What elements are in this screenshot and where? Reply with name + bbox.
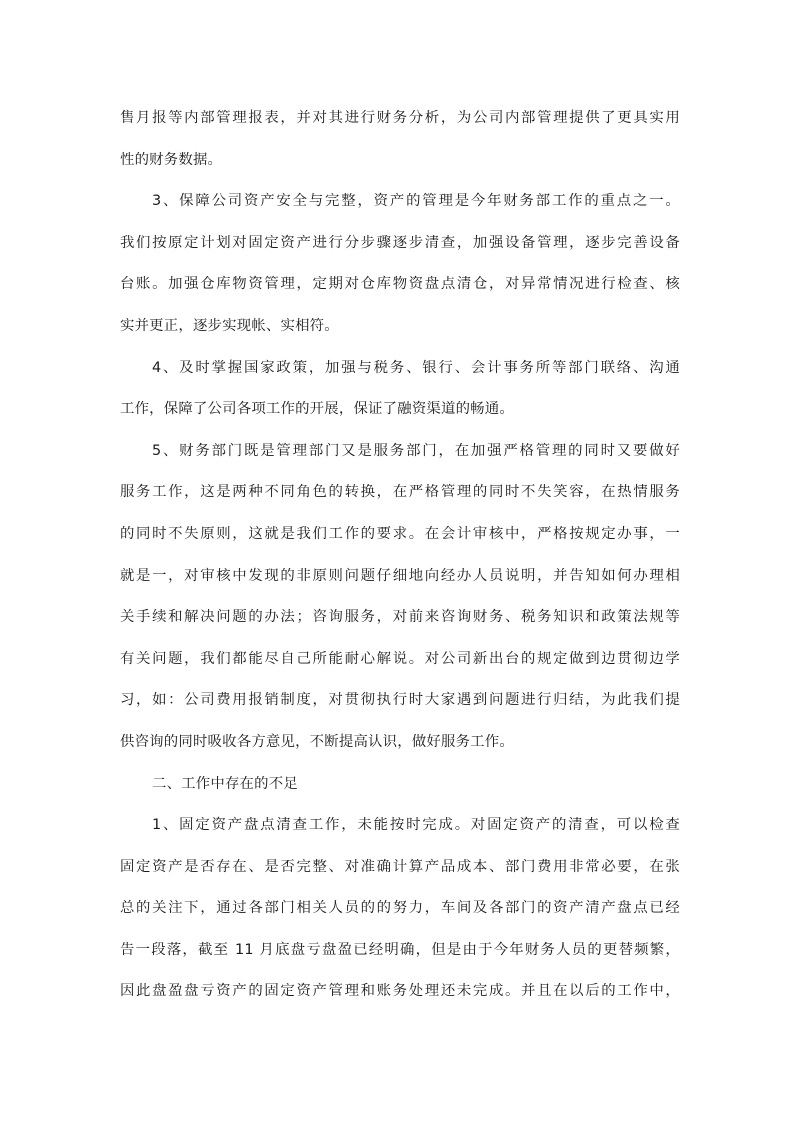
text-line: 1、固定资产盘点清查工作，未能按时完成。对固定资产的清查，可以检查 xyxy=(152,817,680,834)
text-line: 固定资产是否存在、是否完整、对准确计算产品成本、部门费用非常必要，在张 xyxy=(120,858,680,875)
document-body xyxy=(120,98,680,1013)
text-line: 5、财务部门既是管理部门又是服务部门，在加强严格管理的同时又要做好 xyxy=(152,442,680,459)
text-line: 4、及时掌握国家政策，加强与税务、银行、会计事务所等部门联络、沟通 xyxy=(152,359,680,376)
text-line: 关手续和解决问题的办法；咨询服务，对前来咨询财务、税务知识和政策法规等 xyxy=(120,609,680,626)
section-heading: 二、工作中存在的不足 xyxy=(152,775,298,792)
text-line: 3、保障公司资产安全与完整，资产的管理是今年财务部工作的重点之一。 xyxy=(152,193,680,210)
text-line: 告一段落，截至 11 月底盘亏盘盈已经明确，但是由于今年财务人员的更替频繁， xyxy=(120,941,680,958)
text-line: 习，如：公司费用报销制度，对贯彻执行时大家遇到问题进行归结，为此我们提 xyxy=(120,692,680,709)
text-line: 实并更正，逐步实现帐、实相符。 xyxy=(120,317,339,334)
text-line: 工作，保障了公司各项工作的开展，保证了融资渠道的畅通。 xyxy=(120,401,514,418)
text-line: 供咨询的同时吸收各方意见，不断提高认识，做好服务工作。 xyxy=(120,733,514,750)
text-line: 就是一，对审核中发现的非原则问题仔细地向经办人员说明，并告知如何办理相 xyxy=(120,567,680,584)
text-line: 性的财务数据。 xyxy=(120,151,223,168)
text-line: 服务工作，这是两种不同角色的转换，在严格管理的同时不失笑容，在热情服务 xyxy=(120,484,680,501)
text-line: 总的关注下，通过各部门相关人员的的努力，车间及各部门的资产清产盘点已经 xyxy=(120,900,680,917)
text-line: 售月报等内部管理报表，并对其进行财务分析，为公司内部管理提供了更具实用 xyxy=(120,110,680,126)
text-line: 因此盘盈盘亏资产的固定资产管理和账务处理还未完成。并且在以后的工作中， xyxy=(120,983,680,1000)
text-line: 台账。加强仓库物资管理，定期对仓库物资盘点清仓，对异常情况进行检查、核 xyxy=(120,276,680,293)
text-line: 有关问题，我们都能尽自己所能耐心解说。对公司新出台的规定做到边贯彻边学 xyxy=(120,650,680,667)
text-line: 的同时不失原则，这就是我们工作的要求。在会计审核中，严格按规定办事，一 xyxy=(120,525,680,542)
text-line: 我们按原定计划对固定资产进行分步骤逐步清查，加强设备管理，逐步完善设备 xyxy=(120,234,680,251)
